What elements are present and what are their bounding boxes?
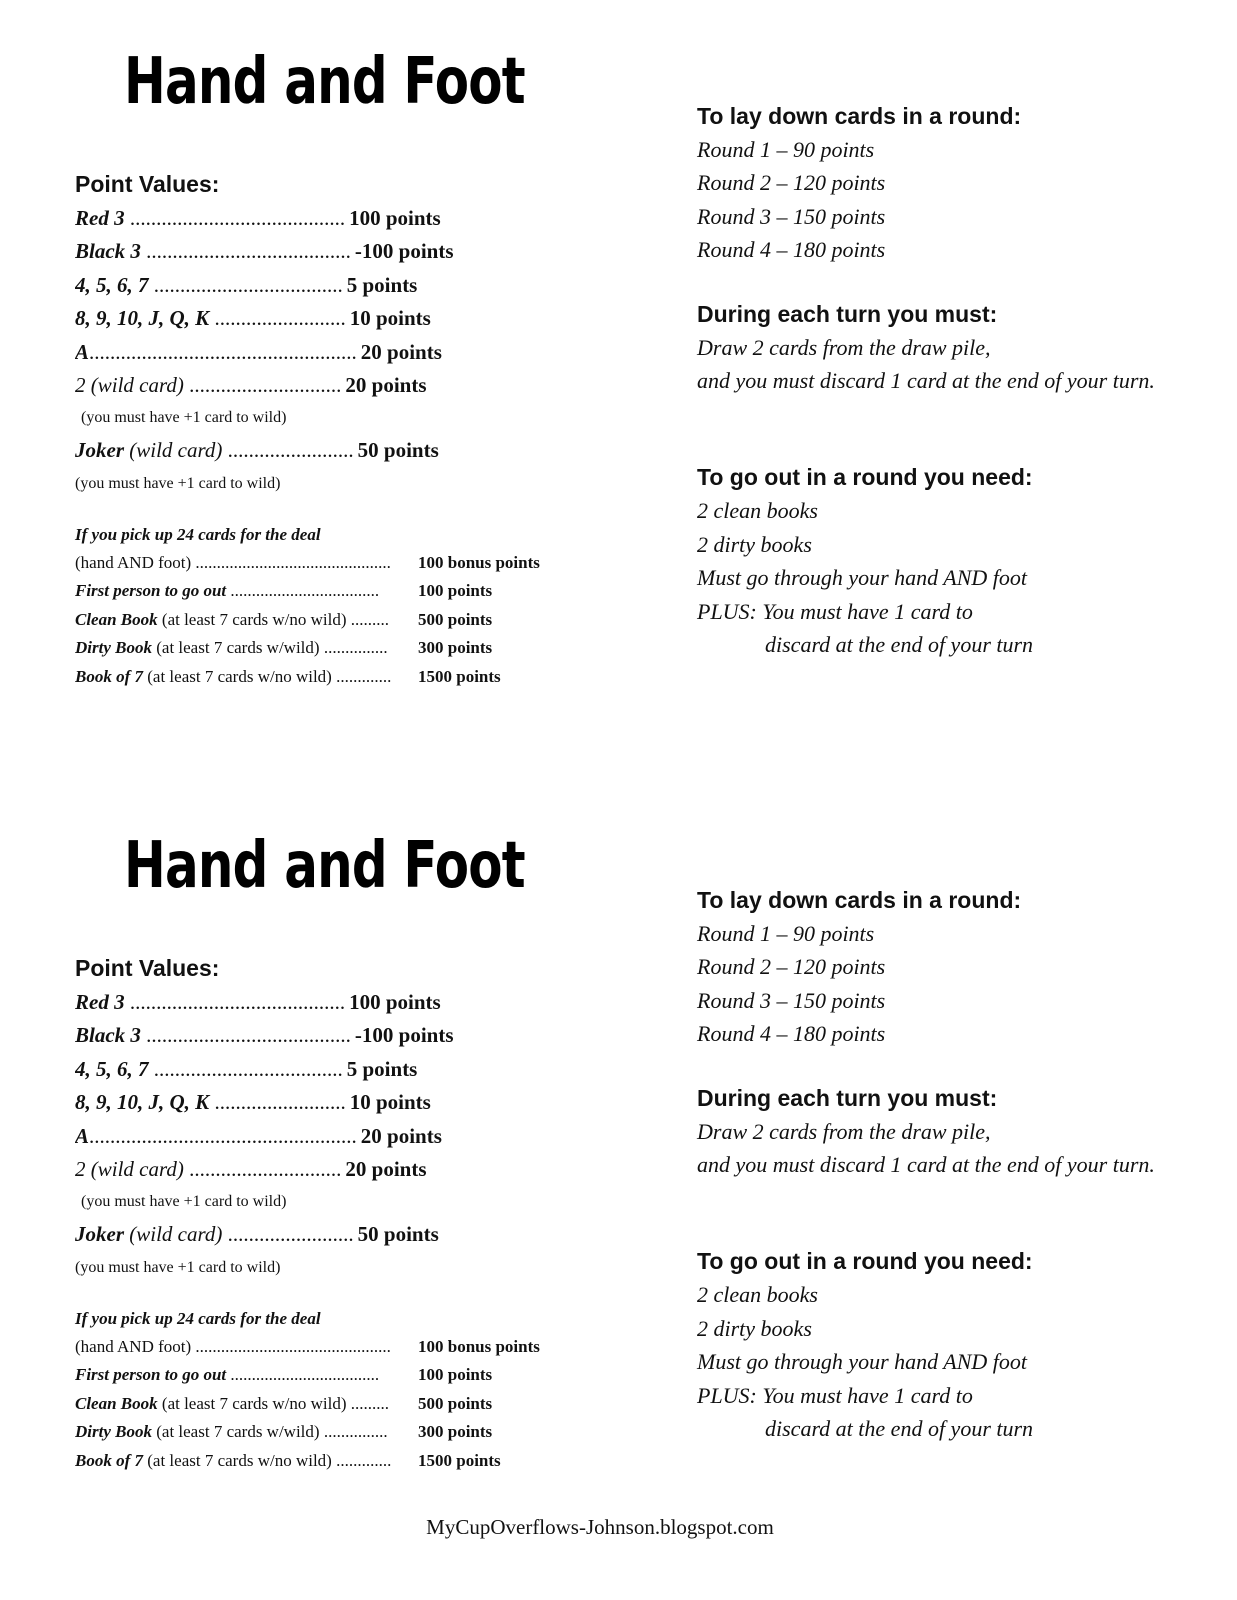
lay-down-line: Round 4 – 180 points — [697, 237, 886, 263]
point-label: 8, 9, 10, J, Q, K — [75, 306, 210, 331]
point-label: Red 3 — [75, 206, 125, 230]
point-value: 10 points — [349, 1090, 431, 1115]
point-label: 4, 5, 6, 7 — [75, 1056, 149, 1081]
leader-dots: ................................... — [226, 581, 380, 601]
bonus-section — [75, 520, 575, 692]
rules-card — [0, 784, 1237, 1568]
bonus-row — [75, 606, 575, 635]
lay-down-heading: To lay down cards in a round: — [697, 103, 1022, 129]
point-values-list — [75, 986, 575, 1284]
lay-down-line: Round 1 – 90 points — [697, 137, 875, 162]
point-value: 5 points — [346, 272, 418, 297]
bonus-value: 100 points — [418, 1365, 493, 1385]
bonus-value: 1500 points — [418, 666, 501, 686]
point-label: A — [75, 339, 90, 364]
point-row-black-3 — [75, 235, 575, 268]
lay-down-line: Round 3 – 150 points — [697, 203, 886, 229]
bonus-row — [75, 577, 575, 606]
point-value: 10 points — [349, 306, 431, 331]
leader-dots: ............................. — [183, 372, 342, 397]
bonus-label: Clean Book — [75, 609, 158, 629]
point-values-section — [75, 168, 575, 691]
bonus-detail: (hand AND foot) — [75, 552, 192, 572]
point-row-red-3 — [75, 202, 575, 235]
bonus-detail: (at least 7 cards w/no wild) — [157, 1393, 347, 1413]
footer-credit: MyCupOverflows-Johnson.blogspot.com — [426, 1515, 774, 1539]
bonus-row — [75, 663, 575, 692]
bonus-row — [75, 1418, 575, 1447]
point-row-ace — [75, 336, 575, 369]
each-turn-heading: During each turn you must: — [697, 300, 998, 327]
point-values-heading: Point Values: — [75, 171, 220, 197]
bonus-value: 100 points — [418, 581, 493, 601]
go-out-heading: To go out in a round you need: — [697, 464, 1033, 491]
lay-down-heading: To lay down cards in a round: — [697, 887, 1022, 913]
leader-dots: .................................... — [148, 272, 343, 297]
bonus-value: 1500 points — [418, 1450, 501, 1470]
bonus-value: 300 points — [418, 638, 493, 658]
rules-section — [697, 100, 1217, 661]
point-label: Joker — [75, 438, 124, 463]
point-label: 8, 9, 10, J, Q, K — [75, 1090, 210, 1115]
leader-dots: ......... — [346, 609, 389, 629]
wild-note: (you must have +1 card to wild) — [75, 474, 281, 492]
point-row-joker — [75, 1218, 575, 1251]
leader-dots: .................................... — [148, 1056, 343, 1081]
point-label: Black 3 — [75, 1023, 141, 1048]
lay-down-line: Round 2 – 120 points — [697, 170, 886, 196]
bonus-label: Dirty Book — [75, 1422, 152, 1442]
bonus-label: Clean Book — [75, 1393, 158, 1413]
point-values-list — [75, 202, 575, 500]
leader-dots: ......................... — [209, 1090, 346, 1115]
bonus-value: 100 bonus points — [418, 552, 540, 572]
leader-dots: ............... — [319, 638, 388, 658]
point-value: 20 points — [345, 372, 427, 397]
leader-dots: ................................... — [226, 1365, 380, 1385]
each-turn-line: Draw 2 cards from the draw pile, — [697, 1118, 991, 1144]
point-label: Joker — [75, 1222, 124, 1247]
point-row-red-3 — [75, 986, 575, 1019]
lay-down-line: Round 2 – 120 points — [697, 954, 886, 980]
bonus-value: 300 points — [418, 1422, 493, 1442]
point-value: -100 points — [354, 239, 454, 264]
leader-dots: ................................................... — [89, 1123, 357, 1148]
leader-dots: ......................................... — [124, 206, 346, 230]
wild-note: (you must have +1 card to wild) — [75, 1258, 281, 1276]
rules-card — [0, 0, 1237, 784]
point-label-detail: (wild card) — [124, 438, 223, 463]
point-row-two-wild — [75, 1153, 575, 1186]
bonus-row — [75, 1390, 575, 1419]
bonus-row — [75, 1447, 575, 1476]
leader-dots: ................................................... — [89, 339, 357, 364]
bonus-label: First person to go out — [75, 581, 227, 601]
leader-dots: ......................................... — [124, 990, 346, 1014]
point-row-4-to-7 — [75, 269, 575, 302]
each-turn-line: Draw 2 cards from the draw pile, — [697, 334, 991, 360]
point-label-detail: (wild card) — [124, 1222, 223, 1247]
leader-dots: ....................................... — [140, 239, 351, 264]
point-value: -100 points — [354, 1023, 454, 1048]
card-title: Hand and Foot — [124, 829, 525, 903]
bonus-section — [75, 1304, 575, 1476]
lay-down-line: Round 4 – 180 points — [697, 1021, 886, 1047]
go-out-line: 2 clean books — [697, 1282, 818, 1308]
point-label: 2 (wild card) — [75, 1156, 184, 1181]
point-row-ace — [75, 1120, 575, 1153]
point-value: 50 points — [357, 438, 439, 463]
point-label: 2 (wild card) — [75, 372, 184, 397]
point-row-black-3 — [75, 1019, 575, 1052]
go-out-line: PLUS: You must have 1 card to — [697, 598, 973, 624]
bonus-detail: (at least 7 cards w/wild) — [151, 1422, 320, 1442]
go-out-line: 2 dirty books — [697, 1315, 812, 1341]
each-turn-line: and you must discard 1 card at the end of your turn. — [697, 1151, 1155, 1177]
go-out-line: Must go through your hand AND foot — [697, 565, 1028, 591]
bonus-detail: (hand AND foot) — [75, 1336, 192, 1356]
point-row-two-wild — [75, 369, 575, 402]
bonus-row — [75, 1361, 575, 1390]
bonus-value: 500 points — [418, 1393, 493, 1413]
leader-dots: .............................................. — [191, 1336, 391, 1356]
bonus-title: If you pick up 24 cards for the deal — [75, 524, 321, 544]
leader-dots: ........................ — [222, 438, 354, 463]
leader-dots: ........................ — [222, 1222, 354, 1247]
lay-down-line: Round 1 – 90 points — [697, 921, 875, 946]
card-title: Hand and Foot — [124, 45, 525, 119]
rules-section — [697, 884, 1217, 1445]
leader-dots: ....................................... — [140, 1023, 351, 1048]
point-row-joker — [75, 434, 575, 467]
each-turn-line: and you must discard 1 card at the end of your turn. — [697, 367, 1155, 393]
point-value: 20 points — [360, 339, 442, 364]
bonus-value: 500 points — [418, 609, 493, 629]
point-label: Red 3 — [75, 990, 125, 1014]
bonus-label: Book of 7 — [75, 666, 143, 686]
go-out-line: PLUS: You must have 1 card to — [697, 1382, 973, 1408]
leader-dots: ......... — [346, 1393, 389, 1413]
bonus-detail: (at least 7 cards w/no wild) — [143, 1450, 332, 1470]
bonus-value: 100 bonus points — [418, 1336, 540, 1356]
point-values-heading: Point Values: — [75, 955, 220, 981]
bonus-label: First person to go out — [75, 1365, 227, 1385]
point-label: 4, 5, 6, 7 — [75, 272, 149, 297]
point-value: 50 points — [357, 1222, 439, 1247]
wild-note: (you must have +1 card to wild) — [81, 1193, 287, 1211]
go-out-line: discard at the end of your turn — [765, 631, 1034, 657]
bonus-title: If you pick up 24 cards for the deal — [75, 1308, 321, 1328]
go-out-line: 2 clean books — [697, 498, 818, 524]
leader-dots: .............................................. — [191, 552, 391, 572]
bonus-row — [75, 634, 575, 663]
bonus-label: Dirty Book — [75, 638, 152, 658]
point-row-8-to-k — [75, 1086, 575, 1119]
point-value: 100 points — [349, 206, 441, 230]
leader-dots: ............. — [331, 666, 392, 686]
bonus-detail: (at least 7 cards w/no wild) — [143, 666, 332, 686]
each-turn-heading: During each turn you must: — [697, 1084, 998, 1111]
leader-dots: ............................. — [183, 1156, 342, 1181]
point-label: A — [75, 1123, 90, 1148]
go-out-line: discard at the end of your turn — [765, 1415, 1034, 1441]
point-value: 5 points — [346, 1056, 418, 1081]
point-row-8-to-k — [75, 302, 575, 335]
bonus-row — [75, 1333, 575, 1362]
lay-down-line: Round 3 – 150 points — [697, 987, 886, 1013]
bonus-detail: (at least 7 cards w/wild) — [151, 638, 320, 658]
go-out-line: 2 dirty books — [697, 531, 812, 557]
leader-dots: ............. — [331, 1450, 392, 1470]
point-row-4-to-7 — [75, 1053, 575, 1086]
bonus-label: Book of 7 — [75, 1450, 143, 1470]
point-value: 20 points — [345, 1156, 427, 1181]
leader-dots: ............... — [319, 1422, 388, 1442]
leader-dots: ......................... — [209, 306, 346, 331]
go-out-heading: To go out in a round you need: — [697, 1248, 1033, 1275]
bonus-row — [75, 549, 575, 578]
go-out-line: Must go through your hand AND foot — [697, 1349, 1028, 1375]
point-label: Black 3 — [75, 239, 141, 264]
point-value: 20 points — [360, 1123, 442, 1148]
bonus-detail: (at least 7 cards w/no wild) — [157, 609, 347, 629]
wild-note: (you must have +1 card to wild) — [81, 409, 287, 427]
point-value: 100 points — [349, 990, 441, 1014]
point-values-section — [75, 952, 575, 1475]
